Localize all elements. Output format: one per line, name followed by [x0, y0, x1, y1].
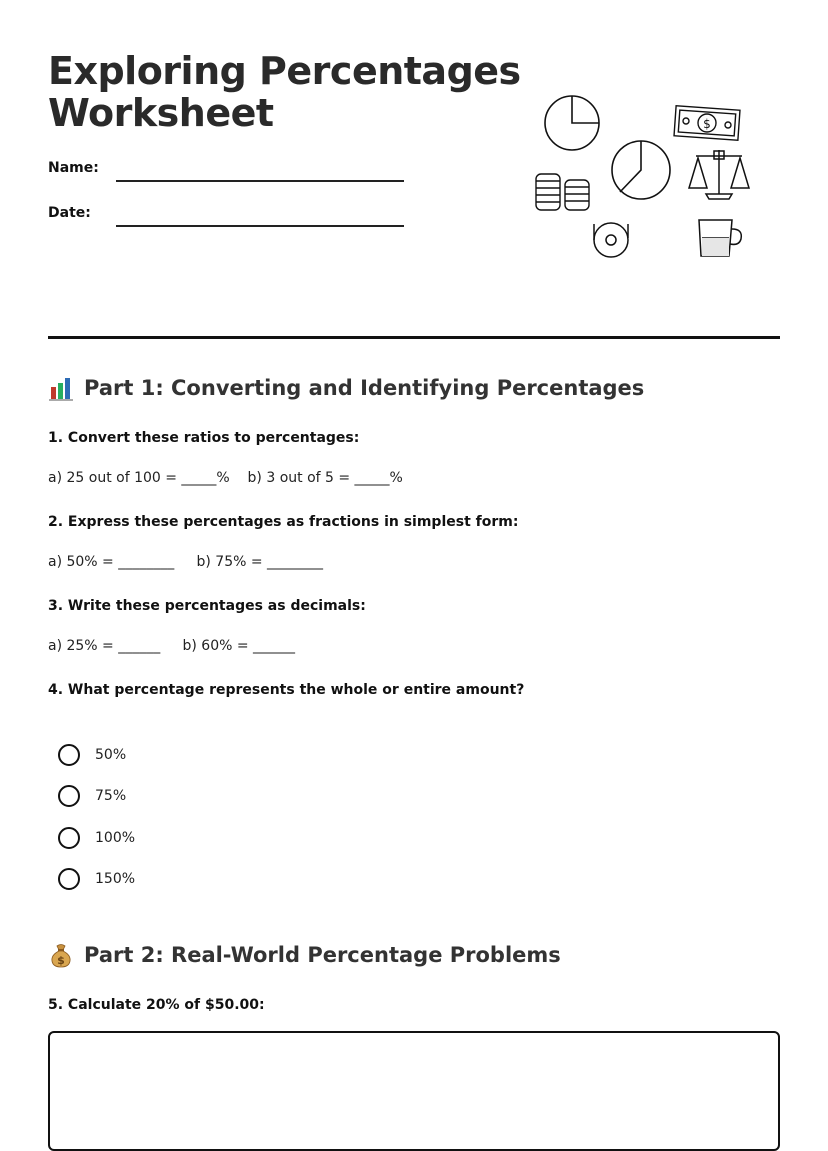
dollar-bill-icon	[674, 106, 740, 140]
coin-stacks-icon	[536, 174, 589, 210]
svg-text:$: $	[703, 117, 711, 131]
radio-button[interactable]	[58, 827, 80, 849]
title-line-2: Worksheet	[48, 91, 274, 135]
part-1-heading	[48, 375, 644, 401]
percentage-illustration	[520, 88, 760, 268]
name-label: Name:	[48, 160, 99, 176]
question-5-answer-box[interactable]	[48, 1031, 780, 1151]
question-3-label: 3. Write these percentages as decimals:	[48, 598, 366, 614]
balance-scale-icon	[689, 150, 749, 199]
option-label: 75%	[95, 788, 127, 804]
option-100[interactable]	[58, 827, 135, 849]
bar-chart-icon	[48, 375, 74, 401]
question-2-answer-line[interactable]: a) 50% = ________ b) 75% = ________	[48, 554, 324, 570]
part-1-title: Part 1: Converting and Identifying Percentages	[84, 376, 645, 400]
title-line-1: Exploring Percentages	[48, 49, 521, 93]
header-divider	[48, 336, 780, 339]
option-label: 50%	[95, 747, 127, 763]
option-50[interactable]	[58, 744, 126, 766]
svg-text:$: $	[57, 954, 65, 967]
question-2-label: 2. Express these percentages as fractions in simplest form:	[48, 514, 519, 530]
name-field[interactable]	[116, 180, 404, 182]
option-75[interactable]	[58, 785, 126, 807]
money-bag-icon	[48, 942, 74, 968]
pie-chart-quarter-icon	[545, 96, 599, 150]
donut-icon	[594, 223, 628, 257]
radio-button[interactable]	[58, 785, 80, 807]
question-4-label: 4. What percentage represents the whole or entire amount?	[48, 682, 525, 698]
question-1-answer-line[interactable]: a) 25 out of 100 = _____% b) 3 out of 5 = _____%	[48, 470, 403, 486]
option-150[interactable]	[58, 868, 135, 890]
pie-chart-icon	[612, 141, 670, 199]
option-label: 150%	[95, 871, 136, 887]
radio-button[interactable]	[58, 744, 80, 766]
date-field[interactable]	[116, 225, 404, 227]
question-5-label: 5. Calculate 20% of $50.00:	[48, 997, 265, 1013]
part-2-title: Part 2: Real-World Percentage Problems	[84, 943, 561, 967]
question-3-answer-line[interactable]: a) 25% = ______ b) 60% = ______	[48, 638, 296, 654]
radio-button[interactable]	[58, 868, 80, 890]
option-label: 100%	[95, 830, 136, 846]
question-1-label: 1. Convert these ratios to percentages:	[48, 430, 360, 446]
worksheet-title	[48, 50, 521, 134]
date-label: Date:	[48, 205, 91, 221]
part-2-heading	[48, 942, 561, 968]
cup-icon	[699, 220, 741, 256]
